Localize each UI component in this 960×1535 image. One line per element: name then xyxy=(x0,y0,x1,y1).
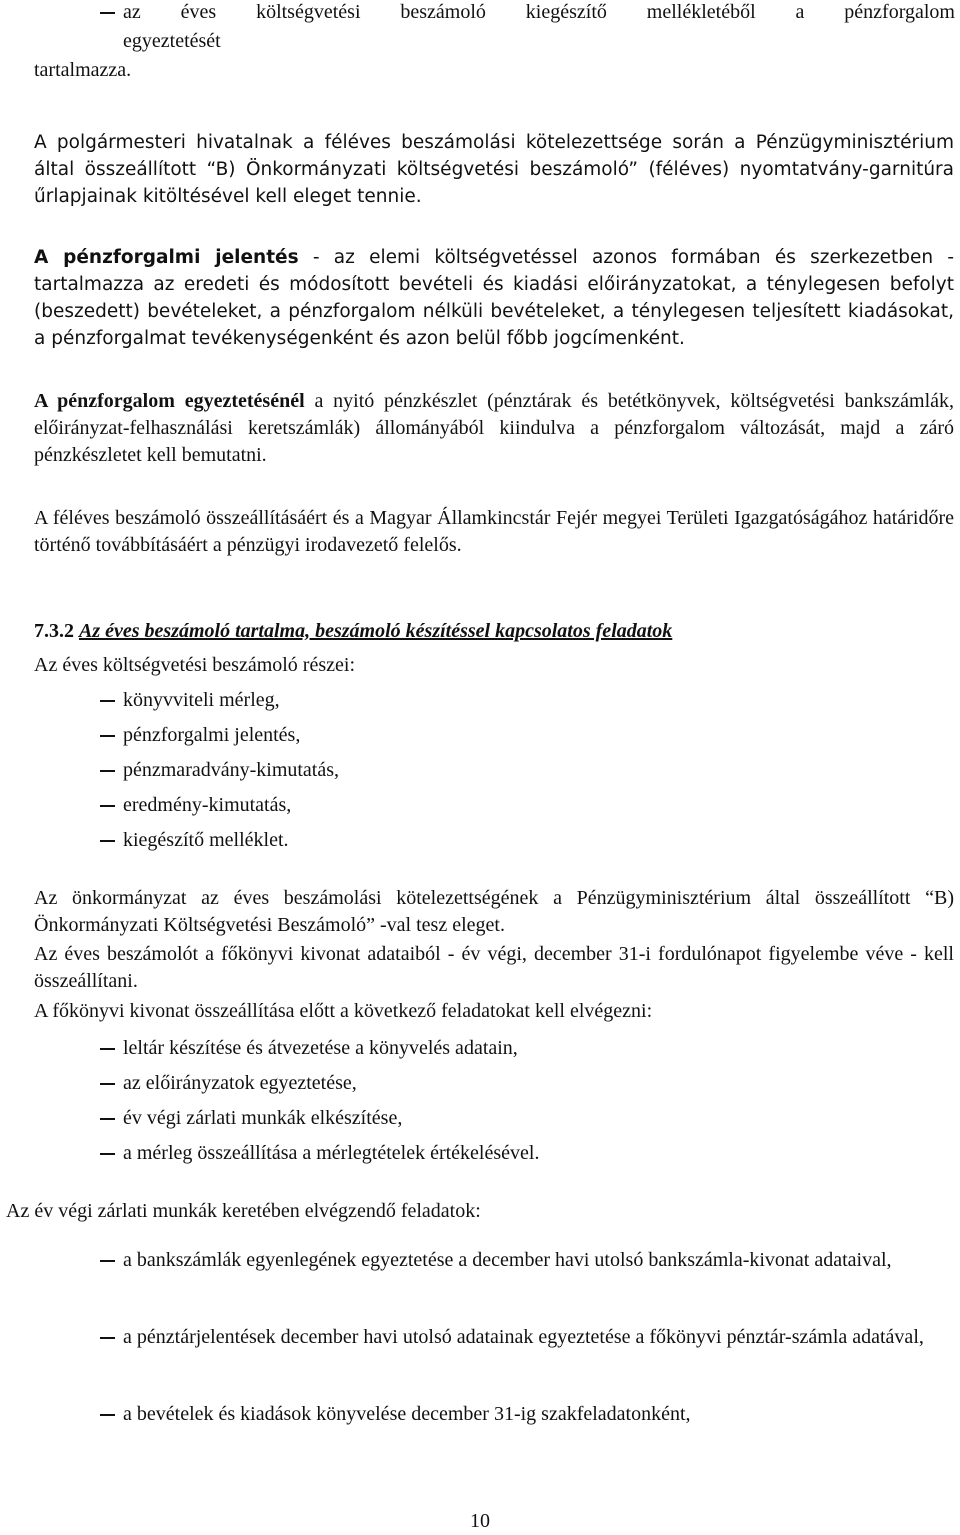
list-item: év végi zárlati munkák elkészítése, xyxy=(123,1107,403,1129)
list-item: könyvviteli mérleg, xyxy=(123,689,280,711)
list-item: leltár készítése és átvezetése a könyvelés adatain, xyxy=(123,1037,518,1059)
list-item: pénzforgalmi jelentés, xyxy=(123,724,301,746)
section-title: Az éves beszámoló tartalma, beszámoló készítéssel kapcsolatos feladatok xyxy=(79,620,673,642)
list-dash xyxy=(100,1414,115,1416)
list-item: a pénztárjelentések december havi utolsó adatainak egyeztetése a főkönyvi pénztár-számla adatával, xyxy=(123,1326,924,1348)
paragraph-egyeztetes-text: a nyitó pénzkészlet (pénztárak és betétkönyvek, költségvetési bankszámlák, előirányzat-felhasználási keretszámlák) állományából kiindulva a pénzforgalom változását, majd a záró pénzkészletet kell bemutatni. xyxy=(34,390,955,466)
top-item-line3: tartalmazza. xyxy=(34,59,132,81)
paragraph-fokonyvi: Az éves beszámolót a főkönyvi kivonat adataiból - év végi, december 31-i fordulónapot figyelembe véve - kell összeállítani. xyxy=(34,943,954,992)
list-item: a mérleg összeállítása a mérlegtételek értékelésével. xyxy=(123,1142,540,1164)
reszei-intro: Az éves költségvetési beszámoló részei: xyxy=(34,654,355,676)
list-dash xyxy=(100,1118,115,1120)
list-dash xyxy=(100,1083,115,1085)
list-dash xyxy=(100,1337,115,1339)
list-item: pénzmaradvány-kimutatás, xyxy=(123,759,340,781)
term-penzforgalom-egyeztetes: A pénzforgalom egyeztetésénél xyxy=(34,390,305,412)
list-dash xyxy=(100,12,115,14)
page-number: 10 xyxy=(470,1510,490,1532)
term-penzforgalmi-jelentes: A pénzforgalmi jelentés xyxy=(34,247,299,268)
paragraph-egyeztetes xyxy=(34,388,954,469)
list-dash xyxy=(100,770,115,772)
top-item-line1: az éves költségvetési beszámoló kiegészítő mellékletéből a pénzforgalom xyxy=(123,1,955,23)
list-dash xyxy=(100,1048,115,1050)
paragraph-feleves: A féléves beszámoló összeállításáért és a Magyar Államkincstár Fejér megyei Területi Igazgatóságához határidőre történő továbbításáért a pénzügyi irodavezető felelős. xyxy=(34,507,954,556)
section-number: 7.3.2 xyxy=(34,620,74,642)
kivonat-intro: A főkönyvi kivonat összeállítása előtt a következő feladatokat kell elvégezni: xyxy=(34,1000,653,1022)
paragraph-hivatal: A polgármesteri hivatalnak a féléves beszámolási kötelezettsége során a Pénzügyminisztérium által összeállított “B) Önkormányzati költségvetési beszámoló” (féléves) nyomtatvány-garnitúra űrlapjainak kitöltésével kell eleget tennie. xyxy=(34,132,954,207)
list-item: eredmény-kimutatás, xyxy=(123,794,292,816)
list-dash xyxy=(100,805,115,807)
section-heading xyxy=(34,618,672,645)
list-item: az előirányzatok egyeztetése, xyxy=(123,1072,357,1094)
list-dash xyxy=(100,840,115,842)
paragraph-penzforgalmi-jelentes-text: - az elemi költségvetéssel azonos formában és szerkezetben - tartalmazza az eredeti és módosított bevételi és kiadási előirányzatokat, a ténylegesen befolyt (beszedett) bevételeket, a pénzforgalom nélküli bevételeket, a ténylegesen teljesített kiadásokat, a pénzforgalmat tevékenységenként és azon belül főbb jogcímenként. xyxy=(34,247,954,349)
list-dash xyxy=(100,1153,115,1155)
top-item-line2: egyeztetését xyxy=(123,30,221,52)
list-dash xyxy=(100,1260,115,1262)
list-item: kiegészítő melléklet. xyxy=(123,829,289,851)
paragraph-penzforgalmi-jelentes xyxy=(34,244,954,352)
zarlati-intro: Az év végi zárlati munkák keretében elvégzendő feladatok: xyxy=(6,1200,481,1222)
list-dash xyxy=(100,735,115,737)
list-item: a bevételek és kiadások könyvelése december 31-ig szakfeladatonként, xyxy=(123,1403,691,1425)
paragraph-onkormanyzat: Az önkormányzat az éves beszámolási kötelezettségének a Pénzügyminisztérium által összeállított “B) Önkormányzati Költségvetési Beszámoló” -val tesz eleget. xyxy=(34,887,954,936)
list-dash xyxy=(100,700,115,702)
list-item: a bankszámlák egyenlegének egyeztetése a december havi utolsó bankszámla-kivonat adataival, xyxy=(123,1249,892,1271)
